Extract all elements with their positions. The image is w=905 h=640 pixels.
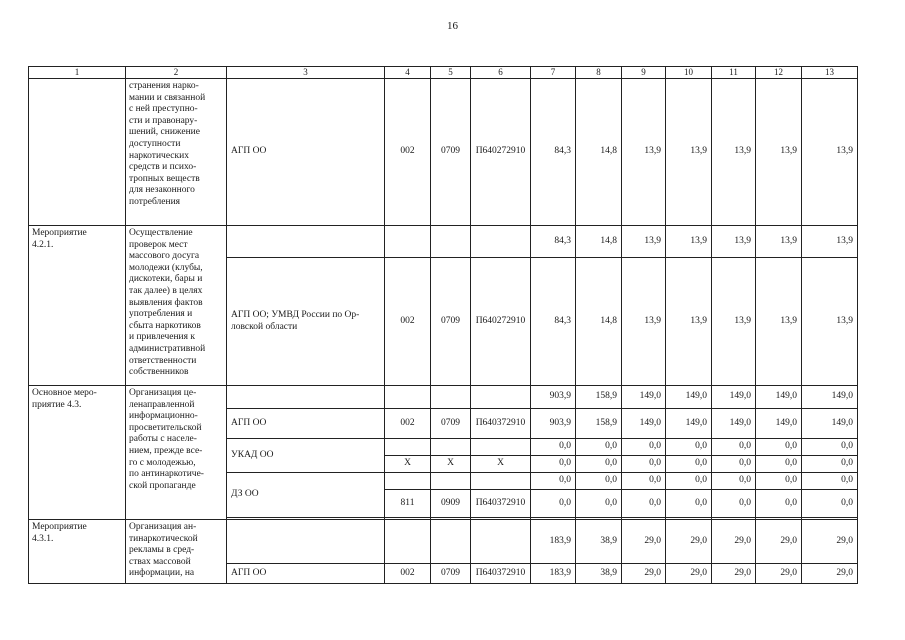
value-cell: 0,0 (576, 439, 622, 456)
value-cell: 29,0 (622, 564, 666, 584)
value-cell: 149,0 (622, 409, 666, 439)
column-header: 4 (385, 67, 431, 79)
value-cell: 0,0 (802, 490, 858, 518)
value-cell: 149,0 (666, 409, 712, 439)
empty-cell (471, 520, 531, 564)
executor: УКАД ОО (227, 439, 385, 473)
empty-cell (471, 386, 531, 409)
value-cell: 13,9 (802, 258, 858, 386)
value-cell: 13,9 (756, 258, 802, 386)
value-cell: 0,0 (802, 473, 858, 490)
page-number: 16 (447, 20, 458, 32)
value-cell: 0,0 (531, 456, 576, 473)
column-header: 12 (756, 67, 802, 79)
value-cell: 0,0 (531, 439, 576, 456)
value-cell: 13,9 (666, 79, 712, 226)
target-code: П640372910 (471, 490, 531, 518)
measure-description: Организация ан- тинаркотической рекламы в сред- ствах массовой информации, на (126, 520, 227, 584)
value-cell: 0,0 (531, 473, 576, 490)
column-header: 1 (29, 67, 126, 79)
executor: АГП ОО; УМВД России по Ор- ловской области (227, 258, 385, 386)
value-cell: 0,0 (712, 473, 756, 490)
value-cell: 0,0 (756, 490, 802, 518)
value-cell: 38,9 (576, 520, 622, 564)
value-cell: 149,0 (712, 409, 756, 439)
kbk-code: 002 (385, 409, 431, 439)
executor: АГП ОО (227, 79, 385, 226)
column-header: 10 (666, 67, 712, 79)
value-cell: 13,9 (666, 258, 712, 386)
value-cell: 149,0 (802, 386, 858, 409)
section-code: 0709 (431, 564, 471, 584)
value-cell: 183,9 (531, 564, 576, 584)
table-row (29, 79, 858, 226)
value-cell: 0,0 (802, 456, 858, 473)
value-cell: 0,0 (622, 490, 666, 518)
value-cell: 0,0 (802, 439, 858, 456)
value-cell: 0,0 (712, 490, 756, 518)
value-cell: 903,9 (531, 386, 576, 409)
value-cell: 14,8 (576, 258, 622, 386)
kbk-code: 811 (385, 490, 431, 518)
section-code: 0709 (431, 258, 471, 386)
section-code: X (431, 456, 471, 473)
kbk-code: 002 (385, 564, 431, 584)
value-cell: 0,0 (712, 456, 756, 473)
empty-cell (385, 473, 431, 490)
value-cell: 0,0 (712, 439, 756, 456)
value-cell: 0,0 (756, 473, 802, 490)
executor: ДЗ ОО (227, 473, 385, 518)
value-cell: 0,0 (576, 473, 622, 490)
column-number-row (29, 67, 858, 79)
value-cell: 0,0 (756, 456, 802, 473)
column-header: 13 (802, 67, 858, 79)
table-row (29, 386, 858, 409)
value-cell: 13,9 (712, 258, 756, 386)
value-cell: 0,0 (576, 490, 622, 518)
empty-cell (385, 520, 431, 564)
target-code: X (471, 456, 531, 473)
value-cell: 29,0 (622, 520, 666, 564)
value-cell: 13,9 (666, 226, 712, 258)
value-cell: 84,3 (531, 226, 576, 258)
value-cell: 0,0 (666, 473, 712, 490)
value-cell: 0,0 (666, 490, 712, 518)
table-row (29, 226, 858, 258)
empty-cell (227, 386, 385, 409)
value-cell: 29,0 (666, 564, 712, 584)
kbk-code: X (385, 456, 431, 473)
empty-cell (431, 473, 471, 490)
value-cell: 149,0 (622, 386, 666, 409)
value-cell: 183,9 (531, 520, 576, 564)
budget-table (28, 66, 858, 584)
measure-label: Основное меро- приятие 4.3. (29, 386, 126, 520)
value-cell: 0,0 (666, 439, 712, 456)
column-header: 5 (431, 67, 471, 79)
column-header: 3 (227, 67, 385, 79)
column-header: 9 (622, 67, 666, 79)
kbk-code: 002 (385, 258, 431, 386)
table-row (29, 520, 858, 564)
value-cell: 14,8 (576, 226, 622, 258)
value-cell: 0,0 (622, 473, 666, 490)
measure-label: Мероприятие 4.3.1. (29, 520, 126, 584)
value-cell: 0,0 (576, 456, 622, 473)
value-cell: 84,3 (531, 79, 576, 226)
value-cell: 158,9 (576, 409, 622, 439)
value-cell: 29,0 (666, 520, 712, 564)
empty-cell (431, 520, 471, 564)
empty-cell (385, 439, 431, 456)
value-cell: 0,0 (756, 439, 802, 456)
value-cell: 13,9 (712, 226, 756, 258)
value-cell: 13,9 (756, 79, 802, 226)
value-cell: 13,9 (802, 79, 858, 226)
column-header: 6 (471, 67, 531, 79)
measure-description: странения нарко- мании и связанной с ней преступно- сти и правонару- шений, снижение доступности наркотических средств и психо- тропных веществ для незаконного потребления (126, 79, 227, 226)
value-cell: 29,0 (756, 520, 802, 564)
value-cell: 29,0 (712, 564, 756, 584)
value-cell: 149,0 (756, 409, 802, 439)
empty-cell (471, 473, 531, 490)
column-header: 2 (126, 67, 227, 79)
value-cell: 29,0 (712, 520, 756, 564)
kbk-code: 002 (385, 79, 431, 226)
value-cell: 158,9 (576, 386, 622, 409)
section-code: 0909 (431, 490, 471, 518)
empty-cell (227, 520, 385, 564)
value-cell: 0,0 (622, 456, 666, 473)
column-header: 8 (576, 67, 622, 79)
value-cell: 903,9 (531, 409, 576, 439)
executor: АГП ОО (227, 409, 385, 439)
value-cell: 149,0 (756, 386, 802, 409)
empty-cell (471, 226, 531, 258)
value-cell: 0,0 (622, 439, 666, 456)
column-header: 7 (531, 67, 576, 79)
column-header: 11 (712, 67, 756, 79)
target-code: П640272910 (471, 79, 531, 226)
measure-description: Организация це- ленаправленной информационно- просветительской работы с населе- нием, прежде все- го с молодежью, по антинаркотиче- ской пропаганде (126, 386, 227, 520)
value-cell: 14,8 (576, 79, 622, 226)
value-cell: 0,0 (531, 490, 576, 518)
measure-description: Осуществление проверок мест массового досуга молодежи (клубы, дискотеки, бары и так далее) в целях выявления фактов употребления и сбыта наркотиков и привлечения к административной ответственности собственников (126, 226, 227, 386)
measure-label: Мероприятие 4.2.1. (29, 226, 126, 386)
value-cell: 149,0 (802, 409, 858, 439)
value-cell: 149,0 (712, 386, 756, 409)
value-cell: 38,9 (576, 564, 622, 584)
value-cell: 149,0 (666, 386, 712, 409)
executor: АГП ОО (227, 564, 385, 584)
section-code: 0709 (431, 409, 471, 439)
empty-cell (29, 79, 126, 226)
value-cell: 13,9 (622, 258, 666, 386)
value-cell: 29,0 (802, 564, 858, 584)
empty-cell (385, 226, 431, 258)
section-code: 0709 (431, 79, 471, 226)
empty-cell (227, 226, 385, 258)
value-cell: 13,9 (622, 79, 666, 226)
value-cell: 13,9 (712, 79, 756, 226)
target-code: П640372910 (471, 409, 531, 439)
value-cell: 13,9 (756, 226, 802, 258)
value-cell: 29,0 (802, 520, 858, 564)
empty-cell (385, 386, 431, 409)
target-code: П640372910 (471, 564, 531, 584)
value-cell: 0,0 (666, 456, 712, 473)
value-cell: 29,0 (756, 564, 802, 584)
empty-cell (471, 439, 531, 456)
empty-cell (431, 386, 471, 409)
value-cell: 84,3 (531, 258, 576, 386)
value-cell: 13,9 (622, 226, 666, 258)
empty-cell (431, 439, 471, 456)
value-cell: 13,9 (802, 226, 858, 258)
empty-cell (431, 226, 471, 258)
target-code: П640272910 (471, 258, 531, 386)
